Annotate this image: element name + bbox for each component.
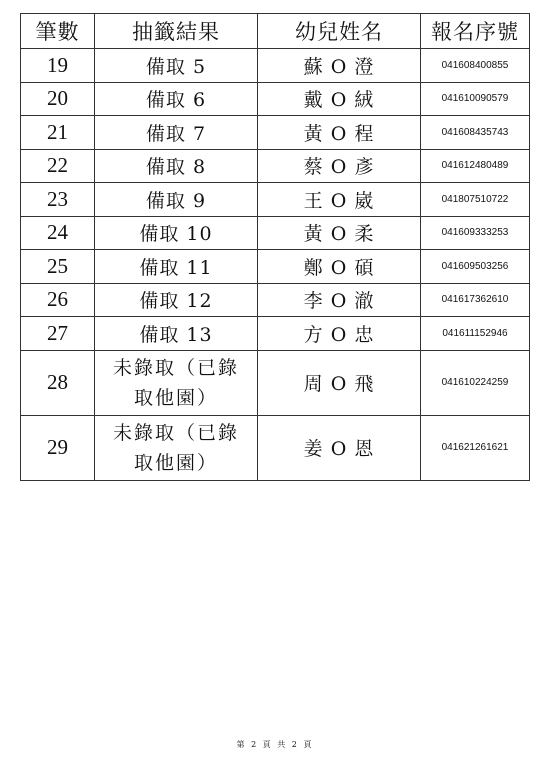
row-result-line-1: 未錄取（已錄	[112, 421, 239, 444]
row-result: 備取 8	[95, 149, 258, 183]
row-registration-number: 041807510722	[421, 183, 530, 217]
row-child-name: 黃 O 柔	[258, 216, 421, 250]
row-count: 27	[21, 317, 95, 351]
table-row	[21, 283, 530, 317]
row-child-name: 蘇 O 澄	[258, 49, 421, 83]
row-child-name: 姜 O 恩	[258, 415, 421, 480]
table-row	[21, 149, 530, 183]
row-child-name: 戴 O 絨	[258, 82, 421, 116]
row-count: 21	[21, 116, 95, 150]
row-child-name: 鄭 O 碩	[258, 250, 421, 284]
row-result	[95, 350, 258, 415]
table-row	[21, 183, 530, 217]
row-count: 28	[21, 350, 95, 415]
row-result-line-1: 未錄取（已錄	[112, 356, 239, 379]
row-registration-number: 041610090579	[421, 82, 530, 116]
lottery-results-table	[20, 13, 530, 481]
row-count: 24	[21, 216, 95, 250]
row-count: 25	[21, 250, 95, 284]
row-registration-number: 041608435743	[421, 116, 530, 150]
row-result: 備取 5	[95, 49, 258, 83]
header-lottery-result: 抽籤結果	[95, 14, 258, 49]
table-row	[21, 350, 530, 415]
row-count: 23	[21, 183, 95, 217]
row-count: 29	[21, 415, 95, 480]
header-registration-number: 報名序號	[421, 14, 530, 49]
page-number-footer: 第 2 頁 共 2 頁	[236, 740, 314, 749]
table-row	[21, 82, 530, 116]
row-registration-number: 041609503256	[421, 250, 530, 284]
table-row	[21, 415, 530, 480]
row-registration-number: 041621261621	[421, 415, 530, 480]
table-row	[21, 250, 530, 284]
row-child-name: 蔡 O 彥	[258, 149, 421, 183]
row-child-name: 周 O 飛	[258, 350, 421, 415]
row-child-name: 李 O 澈	[258, 283, 421, 317]
row-count: 20	[21, 82, 95, 116]
row-result-line-2: 取他園）	[133, 386, 218, 409]
row-result: 備取 6	[95, 82, 258, 116]
row-registration-number: 041617362610	[421, 283, 530, 317]
row-count: 26	[21, 283, 95, 317]
row-child-name: 方 O 忠	[258, 317, 421, 351]
row-child-name: 黃 O 程	[258, 116, 421, 150]
table-row	[21, 317, 530, 351]
table-header-row	[21, 14, 530, 49]
row-result: 備取 11	[95, 250, 258, 284]
row-registration-number: 041612480489	[421, 149, 530, 183]
table-row	[21, 116, 530, 150]
row-child-name: 王 O 崴	[258, 183, 421, 217]
table-row	[21, 49, 530, 83]
row-result: 備取 7	[95, 116, 258, 150]
row-count: 22	[21, 149, 95, 183]
header-child-name: 幼兒姓名	[258, 14, 421, 49]
row-result: 備取 13	[95, 317, 258, 351]
row-registration-number: 041608400855	[421, 49, 530, 83]
header-count: 筆數	[21, 14, 95, 49]
row-result	[95, 415, 258, 480]
row-result: 備取 10	[95, 216, 258, 250]
table-row	[21, 216, 530, 250]
row-result: 備取 9	[95, 183, 258, 217]
row-result-line-2: 取他園）	[133, 451, 218, 474]
row-count: 19	[21, 49, 95, 83]
row-result: 備取 12	[95, 283, 258, 317]
row-registration-number: 041611152946	[421, 317, 530, 351]
row-registration-number: 041610224259	[421, 350, 530, 415]
row-registration-number: 041609333253	[421, 216, 530, 250]
